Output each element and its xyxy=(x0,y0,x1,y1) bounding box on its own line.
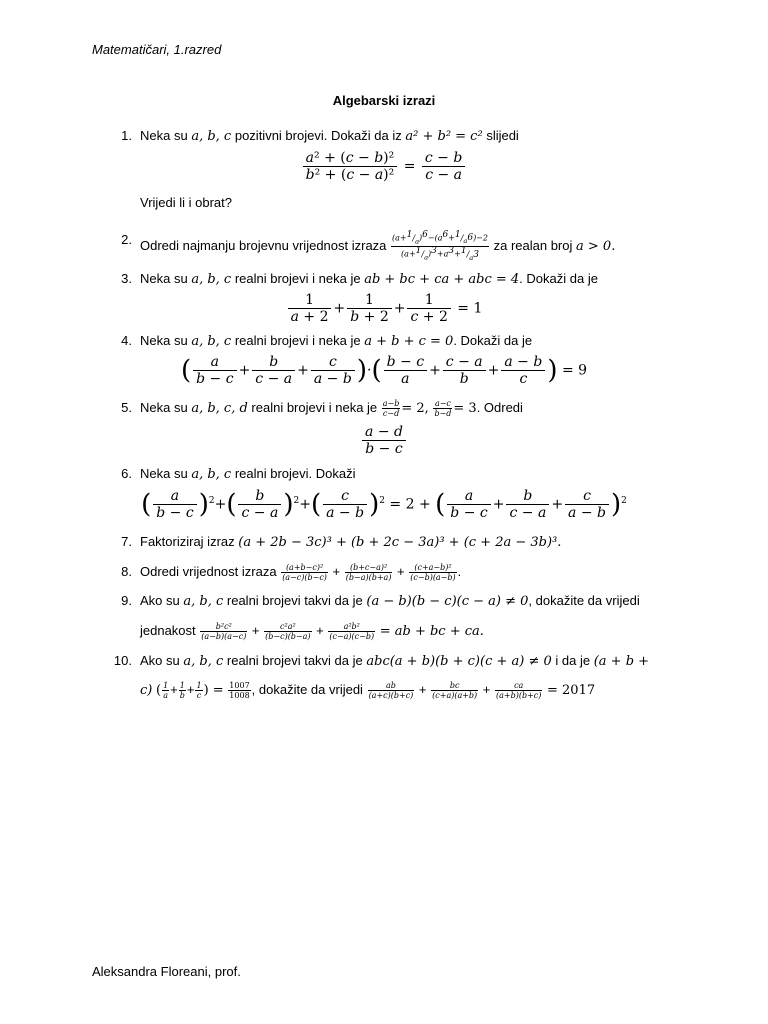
problem-number: 6. xyxy=(121,466,132,481)
page-header: Matematičari, 1.razred xyxy=(92,42,222,57)
document-page: Matematičari, 1.razred Algebarski izrazi 1. Neka su a, b, c pozitivni brojevi. Dokaži da iz a² + b² = c² slijedi $\frac{\text{a² + (c − b)²}}{\text{b² + (c − a)²}}$ = $\frac{c - b}{c - a}$ Vrijedi li i obrat? 2. Odredi najmanju brojevnu vrijednost izraza $\frac{(a+^1/_a)^6-(a^6+^1/_{a^6})-2}{(a+^1/_a)^3+a^3+^1/_{a^3}}$ za realan broj a > 0. 3. Neka su a, b, c realni brojevi i neka je ab + bc + ca + abc = 4. Dokaži da je $\frac{1}{a + 2}$ + $\frac{1}{b + 2}$ + $\frac{1}{c + 2}$ = 1 4. Neka su a, b, c realni brojevi i neka je a + b + c = 0. Dokaži da je ( $\frac{a}{b - c}$ + $\frac{b}{c - a}$ + $\frac{c}{a - b}$ )·( $\frac{b - c}{a}$ + $\frac{c - a}{b}$ + $\frac{a - b}{c}$ ) = 9 5. Neka su a, b, c, d realni brojevi i neka je $\frac{a-b}{c-d}$ = 2, $\frac{a-c}{b-d}$ = 3. Odredi $\frac{a - d}{b - c}$ 6. Neka su a, b, c realni brojevi. Dokaži ( $\frac{a}{b - c}$ )$^2$+( $\frac{b}{c - a}$ )$^2$+( $\frac{c}{a - b}$ )$^2$ = 2 + ( $\frac{a}{b - c}$ + $\frac{b}{c - a}$ + $\frac{c}{a - b}$ )$^2$ 7. Faktoriziraj izraz (a + 2b − 3c)³ + (b + 2c − 3a)³ + (c + 2a − 3b)³. 8. Odredi vrijednost izraza $\frac{\text{(a+b−c)²}}{(a-c)(b-c)}$ + $\frac{\text{(b+c−a)²}}{(b-a)(b+a)}$ + $\frac{\text{(c+a−b)²}}{(c-b)(a-b)}$ . 9. Ako su a, b, c realni brojevi takvi da je (a − b)(b − c)(c − a) ≠ 0, dokažite da vrijedi jednakost $\frac{\text{b²c²}}{(a-b)(a-c)}$ + $\frac{\text{c²a²}}{(b-c)(b-a)}$ + $\frac{\text{a²b²}}{(c-a)(c-b)}$ = ab + bc + ca. 10. Ako su a, b, c realni brojevi takvi da je abc(a + b)(b + c)(c + a) ≠ 0 i da je (a + b + c) ( $\frac{1}{a}$ + $\frac{1}{b}$ + $\frac{1}{c}$ ) = $\frac{1007}{1008}$ , dokažite da vrijedi $\frac{ab}{(a+c)(b+c)}$ + $\frac{bc}{(c+a)(a+b)}$ + $\frac{ca}{(a+b)(b+c)}$ = 2017 Aleksandra Floreani, prof. xyxy=(0,0,768,1024)
problem-number: 1. xyxy=(121,128,132,143)
problem-text: Neka su a, b, c realni brojevi i neka je ab + bc + ca + abc = 4. Dokaži da je xyxy=(140,271,598,287)
formula-6: ( $\frac{a}{b - c}$ )$^2$+( $\frac{b}{c - a}$ )$^2$+( $\frac{c}{a - b}$ )$^2$ = 2 + ( $\frac{a}{b - c}$ + $\frac{b}{c - a}$ + $\frac{c}{a - b}$ )$^2$ xyxy=(141,488,627,521)
problem-text: Odredi najmanju brojevnu vrijednost izraza $\frac{(a+^1/_a)^6-(a^6+^1/_{a^6})-2}{(a+^1/_a)^3+a^3+^1/_{a^3}}$ za realan broj a > 0. xyxy=(140,230,616,262)
problem-number: 10. xyxy=(113,653,132,668)
problem-number: 5. xyxy=(121,400,132,415)
problem-text: Faktoriziraj izraz (a + 2b − 3c)³ + (b + 2c − 3a)³ + (c + 2a − 3b)³. xyxy=(140,534,562,550)
problem-number: 4. xyxy=(121,333,132,348)
problem-number: 7. xyxy=(121,534,132,549)
problem-number: 3. xyxy=(121,271,132,286)
problem-text: Ako su a, b, c realni brojevi takvi da je (a − b)(b − c)(c − a) ≠ 0, dokažite da vrijedi xyxy=(140,593,640,609)
problem-number: 8. xyxy=(121,564,132,579)
problem-text: Neka su a, b, c realni brojevi i neka je a + b + c = 0. Dokaži da je xyxy=(140,333,533,349)
page-footer: Aleksandra Floreani, prof. xyxy=(92,964,241,979)
problem-number: 9. xyxy=(121,593,132,608)
formula-3: $\frac{1}{a + 2}$ + $\frac{1}{b + 2}$ + $\frac{1}{c + 2}$ = 1 xyxy=(0,292,768,325)
problem-text: Neka su a, b, c, d realni brojevi i neka je $\frac{a-b}{c-d}$ = 2, $\frac{a-c}{b-d}$ = 3. Odredi xyxy=(140,399,523,419)
formula-4: ( $\frac{a}{b - c}$ + $\frac{b}{c - a}$ + $\frac{c}{a - b}$ )·( $\frac{b - c}{a}$ + $\frac{c - a}{b}$ + $\frac{a - b}{c}$ ) = 9 xyxy=(180,354,588,387)
formula-5: $\frac{a - d}{b - c}$ xyxy=(0,424,768,457)
formula-1: $\frac{\text{a² + (c − b)²}}{\text{b² + (c − a)²}}$ = $\frac{c - b}{c - a}$ xyxy=(0,150,768,183)
problem-number: 2. xyxy=(121,232,132,247)
problem-text: Neka su a, b, c realni brojevi. Dokaži xyxy=(140,466,356,482)
problem-text: Odredi vrijednost izraza $\frac{\text{(a+b−c)²}}{(a-c)(b-c)}$ + $\frac{\text{(b+c−a)²}}{(b-a)(b+a)}$ + $\frac{\text{(c+a−b)²}}{(c-b)(a-b)}$ . xyxy=(140,563,462,583)
problem-text: Neka su a, b, c pozitivni brojevi. Dokaži da iz a² + b² = c² slijedi xyxy=(140,128,519,144)
problem-text: Ako su a, b, c realni brojevi takvi da je abc(a + b)(b + c)(c + a) ≠ 0 i da je (a + b + xyxy=(140,653,650,669)
page-title: Algebarski izrazi xyxy=(332,93,436,108)
